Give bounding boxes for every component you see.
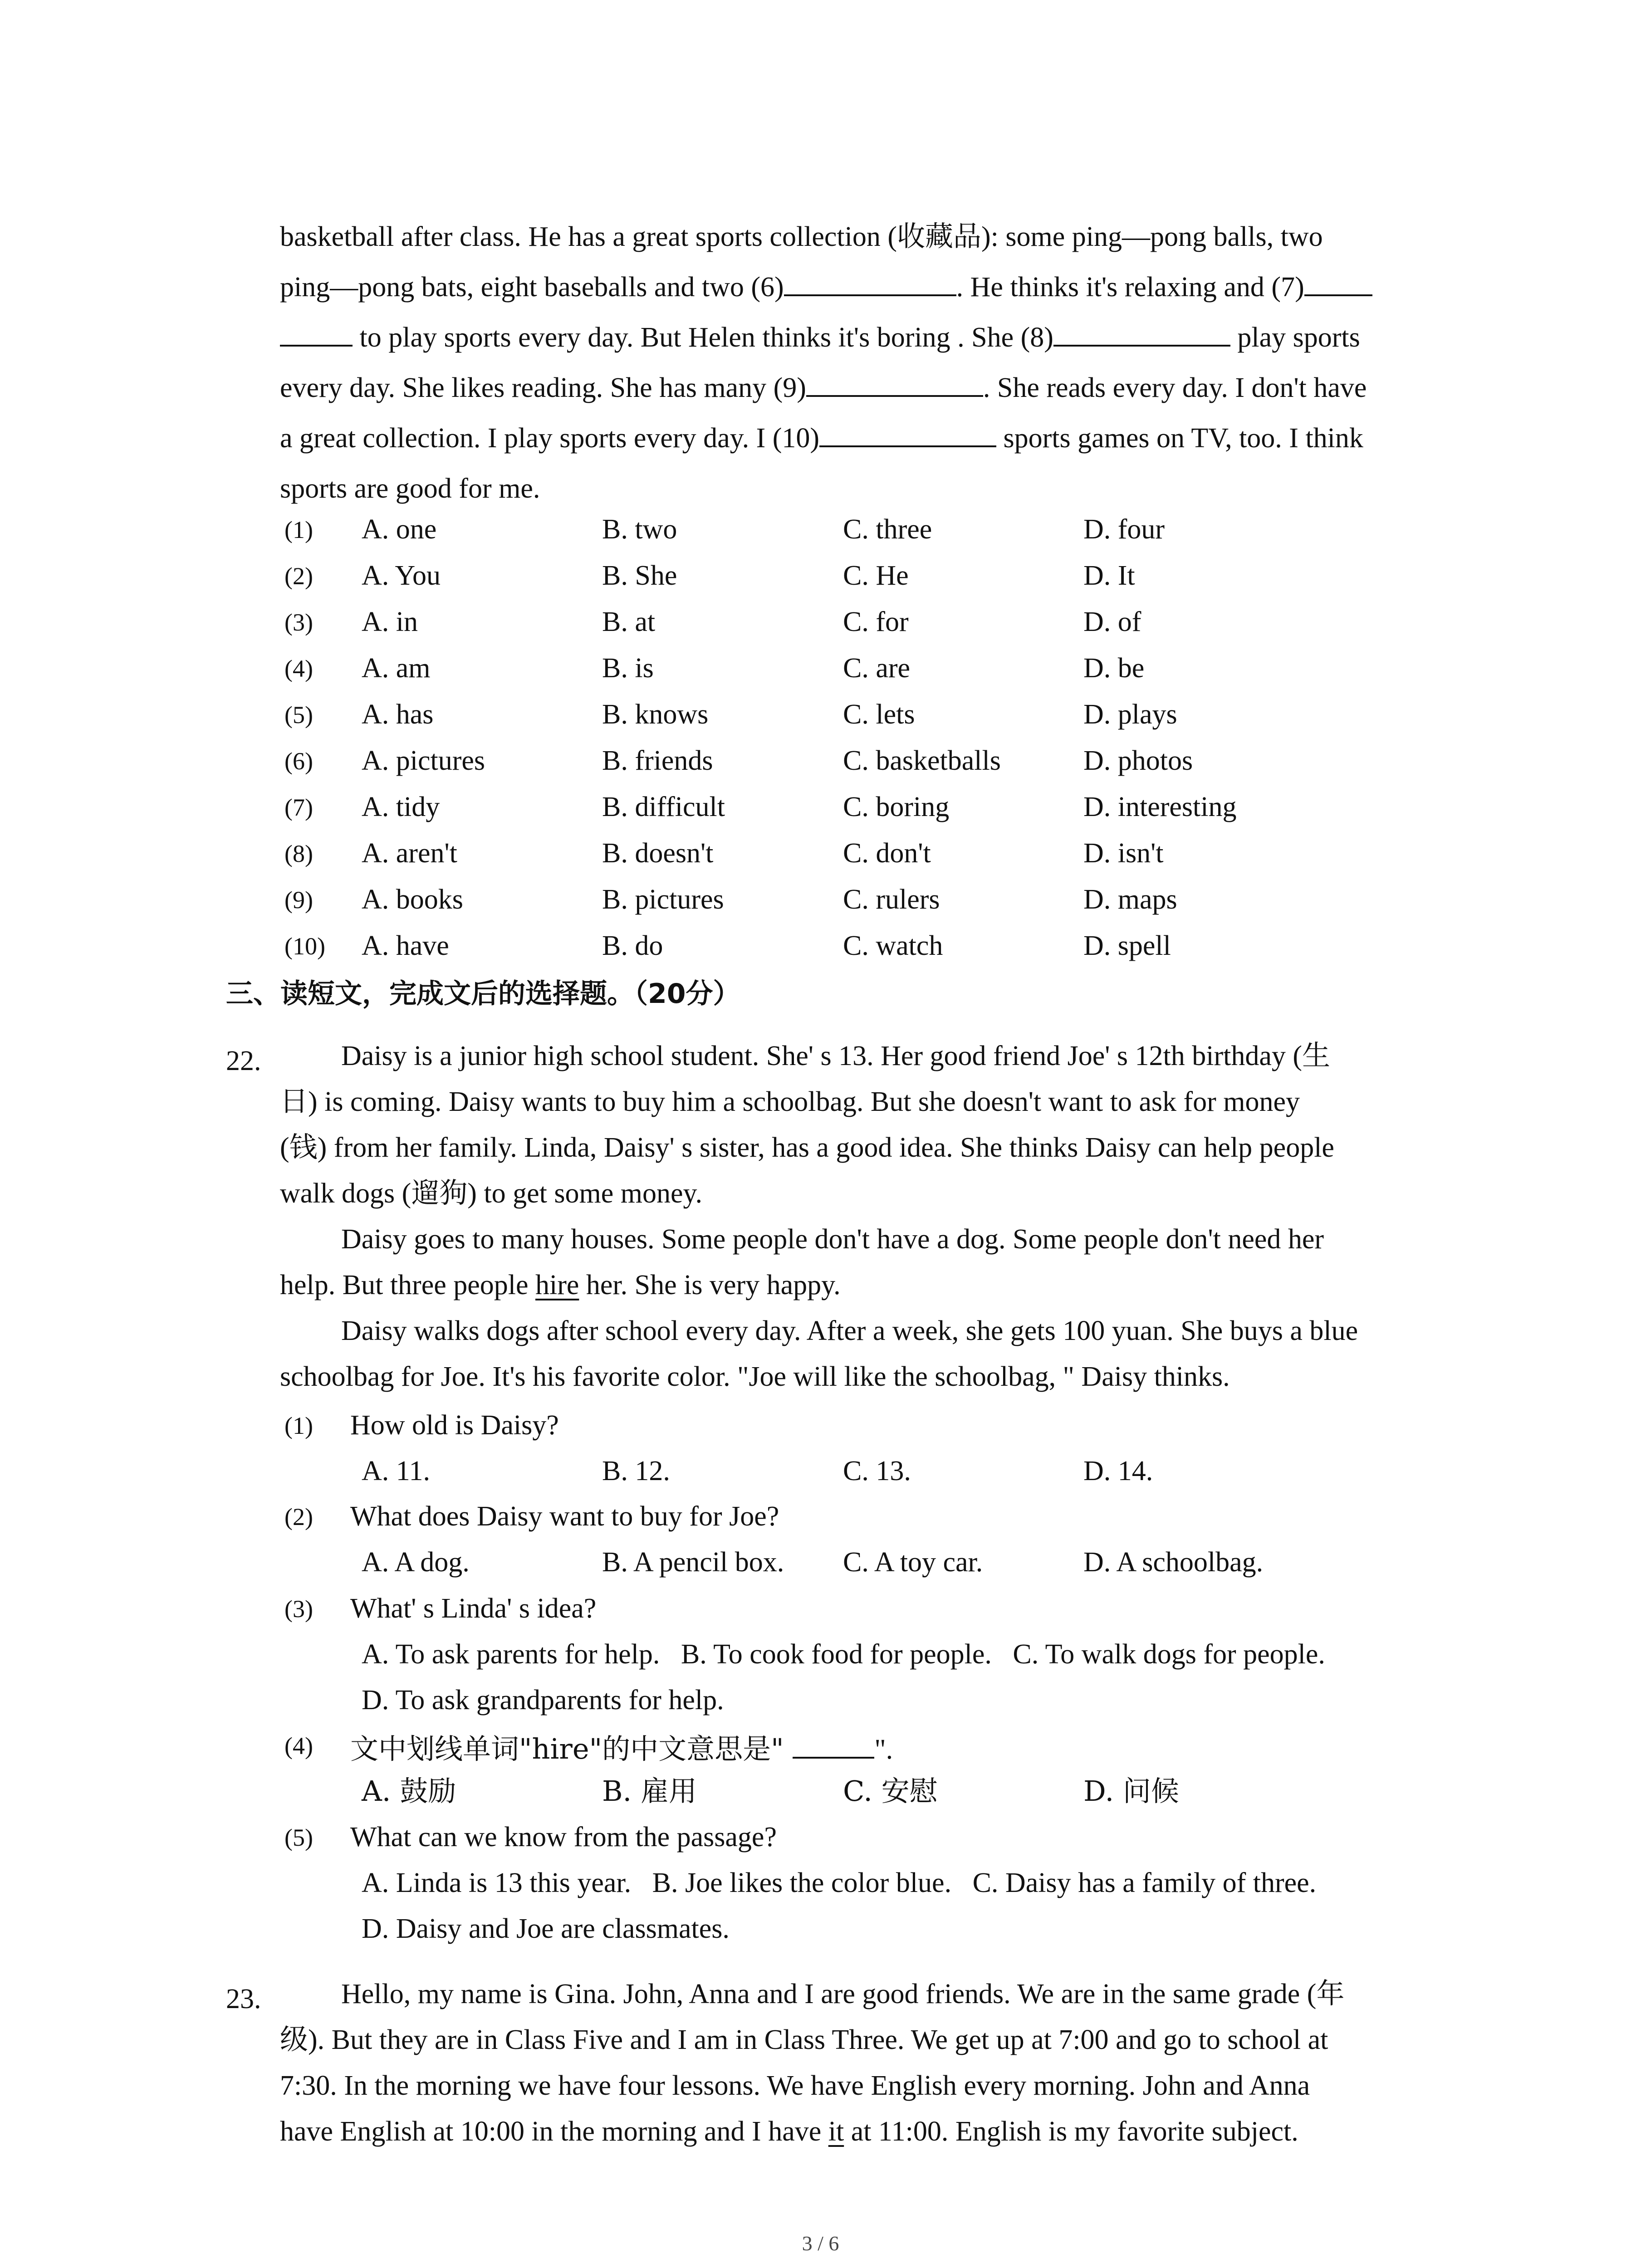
option-c: C. are	[843, 653, 911, 684]
passage-line	[280, 1971, 1460, 2017]
passage-text: every day. She likes reading. She has many (9)	[280, 372, 806, 403]
answer-option: A. 11.	[362, 1456, 430, 1486]
stem-text: ".	[874, 1734, 893, 1765]
option-b: B. doesn't	[602, 838, 714, 869]
option-a: A. You	[362, 560, 441, 591]
passage-text: 日) is coming. Daisy wants to buy him a schoolbag. But she doesn't want to ask for money	[280, 1086, 1300, 1117]
answer-blank	[793, 1729, 874, 1759]
option-b: B. She	[602, 560, 677, 591]
option-d: D. be	[1083, 653, 1145, 684]
passage-line	[280, 2063, 1460, 2109]
passage-line	[280, 212, 1460, 262]
passage-text: basketball after class. He has a great sports collection (收藏品): some ping—pong balls, two	[280, 221, 1323, 252]
passage-line	[280, 1171, 1460, 1217]
underlined-word: it	[828, 2116, 844, 2147]
answer-options-line: A. To ask parents for help. B. To cook food for people. C. To walk dogs for people.	[362, 1639, 1325, 1670]
sub-question-number: (3)	[284, 1595, 313, 1623]
passage-line	[280, 2017, 1460, 2063]
answer-options-line: D. Daisy and Joe are classmates.	[362, 1913, 730, 1944]
option-c: C. lets	[843, 699, 915, 730]
option-a: A. in	[362, 606, 418, 637]
passage-text: ping—pong bats, eight baseballs and two (6)	[280, 272, 784, 303]
option-c: C. He	[843, 560, 909, 591]
passage-line	[280, 1125, 1460, 1171]
sub-question-stem: What' s Linda' s idea?	[350, 1593, 597, 1624]
answer-option: C. 13.	[843, 1456, 911, 1486]
option-number: (2)	[284, 562, 313, 590]
answer-blank	[819, 417, 996, 447]
option-b: B. do	[602, 930, 663, 961]
answer-option: B. A pencil box.	[602, 1547, 784, 1578]
option-number: (1)	[284, 516, 313, 543]
passage-text: have English at 10:00 in the morning and I have	[280, 2116, 828, 2147]
passage-line	[280, 363, 1460, 413]
option-b: B. pictures	[602, 884, 724, 915]
option-b: B. difficult	[602, 792, 725, 822]
question-number-22: 22.	[226, 1046, 261, 1076]
passage-text: sports are good for me.	[280, 473, 540, 504]
answer-option: D. A schoolbag.	[1083, 1547, 1264, 1578]
option-d: D. isn't	[1083, 838, 1164, 869]
option-c: C. don't	[843, 838, 931, 869]
answer-option: A. 鼓励	[362, 1774, 456, 1808]
answer-option: D. 问候	[1083, 1774, 1179, 1808]
passage-line	[280, 1079, 1460, 1125]
sub-question-stem: What does Daisy want to buy for Joe?	[350, 1501, 779, 1532]
option-d: D. photos	[1083, 745, 1193, 776]
option-c: C. basketballs	[843, 745, 1001, 776]
option-b: B. knows	[602, 699, 709, 730]
passage-line	[280, 1217, 1460, 1262]
option-d: D. maps	[1083, 884, 1177, 915]
stem-text: 文中划线单词"hire"的中文意思是"	[350, 1732, 793, 1765]
passage-line	[280, 1354, 1460, 1400]
option-number: (5)	[284, 701, 313, 728]
passage-line	[280, 262, 1460, 313]
passage-line	[280, 1033, 1460, 1079]
answer-option: B. 雇用	[602, 1774, 697, 1808]
q23-passage	[280, 1971, 1460, 2155]
option-a: A. has	[362, 699, 434, 730]
answer-option: C. A toy car.	[843, 1547, 983, 1578]
page-number: 3 / 6	[802, 2232, 839, 2255]
option-number: (7)	[284, 794, 313, 821]
option-number: (10)	[284, 933, 325, 960]
passage-text: schoolbag for Joe. It's his favorite color. "Joe will like the schoolbag, " Daisy thinks.	[280, 1361, 1230, 1392]
passage-text: play sports	[1230, 322, 1360, 353]
section-heading: 三、读短文，完成文后的选择题。（20分）	[226, 978, 740, 1010]
q22-passage	[280, 1033, 1460, 1400]
passage-text: help. But three people	[280, 1270, 535, 1300]
passage-text: at 11:00. English is my favorite subject.	[844, 2116, 1298, 2147]
option-a: A. one	[362, 514, 437, 545]
passage-line	[280, 1262, 1460, 1308]
passage-text: a great collection. I play sports every day. I (10)	[280, 423, 820, 454]
option-d: D. plays	[1083, 699, 1177, 730]
sub-question-stem: How old is Daisy?	[350, 1410, 559, 1441]
sub-question-number: (4)	[284, 1732, 313, 1760]
passage-text: (钱) from her family. Linda, Daisy' s sister, has a good idea. She thinks Daisy can help people	[280, 1132, 1334, 1163]
option-number: (3)	[284, 609, 313, 636]
passage-text: 级). But they are in Class Five and I am in Class Three. We get up at 7:00 and go to school at	[280, 2024, 1328, 2055]
option-b: B. friends	[602, 745, 713, 776]
passage-text: Daisy walks dogs after school every day. After a week, she gets 100 yuan. She buys a blue	[341, 1315, 1358, 1346]
option-d: D. interesting	[1083, 792, 1237, 822]
option-a: A. aren't	[362, 838, 457, 869]
passage-line	[280, 413, 1460, 464]
option-c: C. for	[843, 606, 909, 637]
passage-text: . He thinks it's relaxing and (7)	[956, 272, 1304, 303]
answer-option: D. 14.	[1083, 1456, 1153, 1486]
option-a: A. am	[362, 653, 431, 684]
passage-text: Daisy goes to many houses. Some people don't have a dog. Some people don't need her	[341, 1224, 1324, 1255]
answer-option: B. 12.	[602, 1456, 670, 1486]
passage-line	[280, 1308, 1460, 1354]
option-a: A. books	[362, 884, 463, 915]
answer-option: C. 安慰	[843, 1774, 938, 1808]
answer-option: A. A dog.	[362, 1547, 470, 1578]
option-number: (4)	[284, 655, 313, 682]
sub-question-number: (1)	[284, 1412, 313, 1439]
sub-question-number: (2)	[284, 1503, 313, 1530]
passage-line	[280, 464, 1460, 514]
option-d: D. four	[1083, 514, 1165, 545]
passage-text: to play sports every day. But Helen thinks it's boring . She (8)	[353, 322, 1053, 353]
answer-blank	[806, 367, 983, 397]
underlined-word: hire	[535, 1270, 579, 1300]
passage-text: her. She is very happy.	[579, 1270, 841, 1300]
passage-text: . She reads every day. I don't have	[983, 372, 1367, 403]
answer-options-line: D. To ask grandparents for help.	[362, 1685, 724, 1716]
option-number: (9)	[284, 886, 313, 914]
answer-options-line: A. Linda is 13 this year. B. Joe likes the color blue. C. Daisy has a family of three.	[362, 1867, 1317, 1898]
option-a: A. have	[362, 930, 449, 961]
passage-text: 7:30. In the morning we have four lessons. We have English every morning. John and Anna	[280, 2070, 1310, 2101]
passage-text: Daisy is a junior high school student. She' s 13. Her good friend Joe' s 12th birthday (生	[341, 1041, 1331, 1071]
option-a: A. tidy	[362, 792, 440, 822]
option-d: D. of	[1083, 606, 1141, 637]
sub-question-stem	[350, 1729, 893, 1766]
option-c: C. boring	[843, 792, 950, 822]
option-number: (6)	[284, 748, 313, 775]
sub-question-number: (5)	[284, 1824, 313, 1851]
question-number-23: 23.	[226, 1984, 261, 2014]
option-c: C. rulers	[843, 884, 940, 915]
answer-blank	[1304, 266, 1372, 296]
option-b: B. two	[602, 514, 677, 545]
option-d: D. spell	[1083, 930, 1171, 961]
option-b: B. at	[602, 606, 656, 637]
option-d: D. It	[1083, 560, 1135, 591]
answer-blank	[784, 266, 956, 296]
passage-text: sports games on TV, too. I think	[996, 423, 1363, 454]
answer-blank	[280, 317, 353, 347]
option-c: C. watch	[843, 930, 943, 961]
option-number: (8)	[284, 840, 313, 867]
passage-text: Hello, my name is Gina. John, Anna and I are good friends. We are in the same grade (年	[341, 1979, 1345, 2009]
answer-blank	[1053, 317, 1230, 347]
cloze-passage	[280, 212, 1460, 514]
sub-question-stem: What can we know from the passage?	[350, 1822, 777, 1853]
option-c: C. three	[843, 514, 932, 545]
option-a: A. pictures	[362, 745, 485, 776]
passage-line	[280, 2109, 1460, 2155]
option-b: B. is	[602, 653, 654, 684]
passage-line	[280, 313, 1460, 363]
passage-text: walk dogs (遛狗) to get some money.	[280, 1178, 702, 1209]
